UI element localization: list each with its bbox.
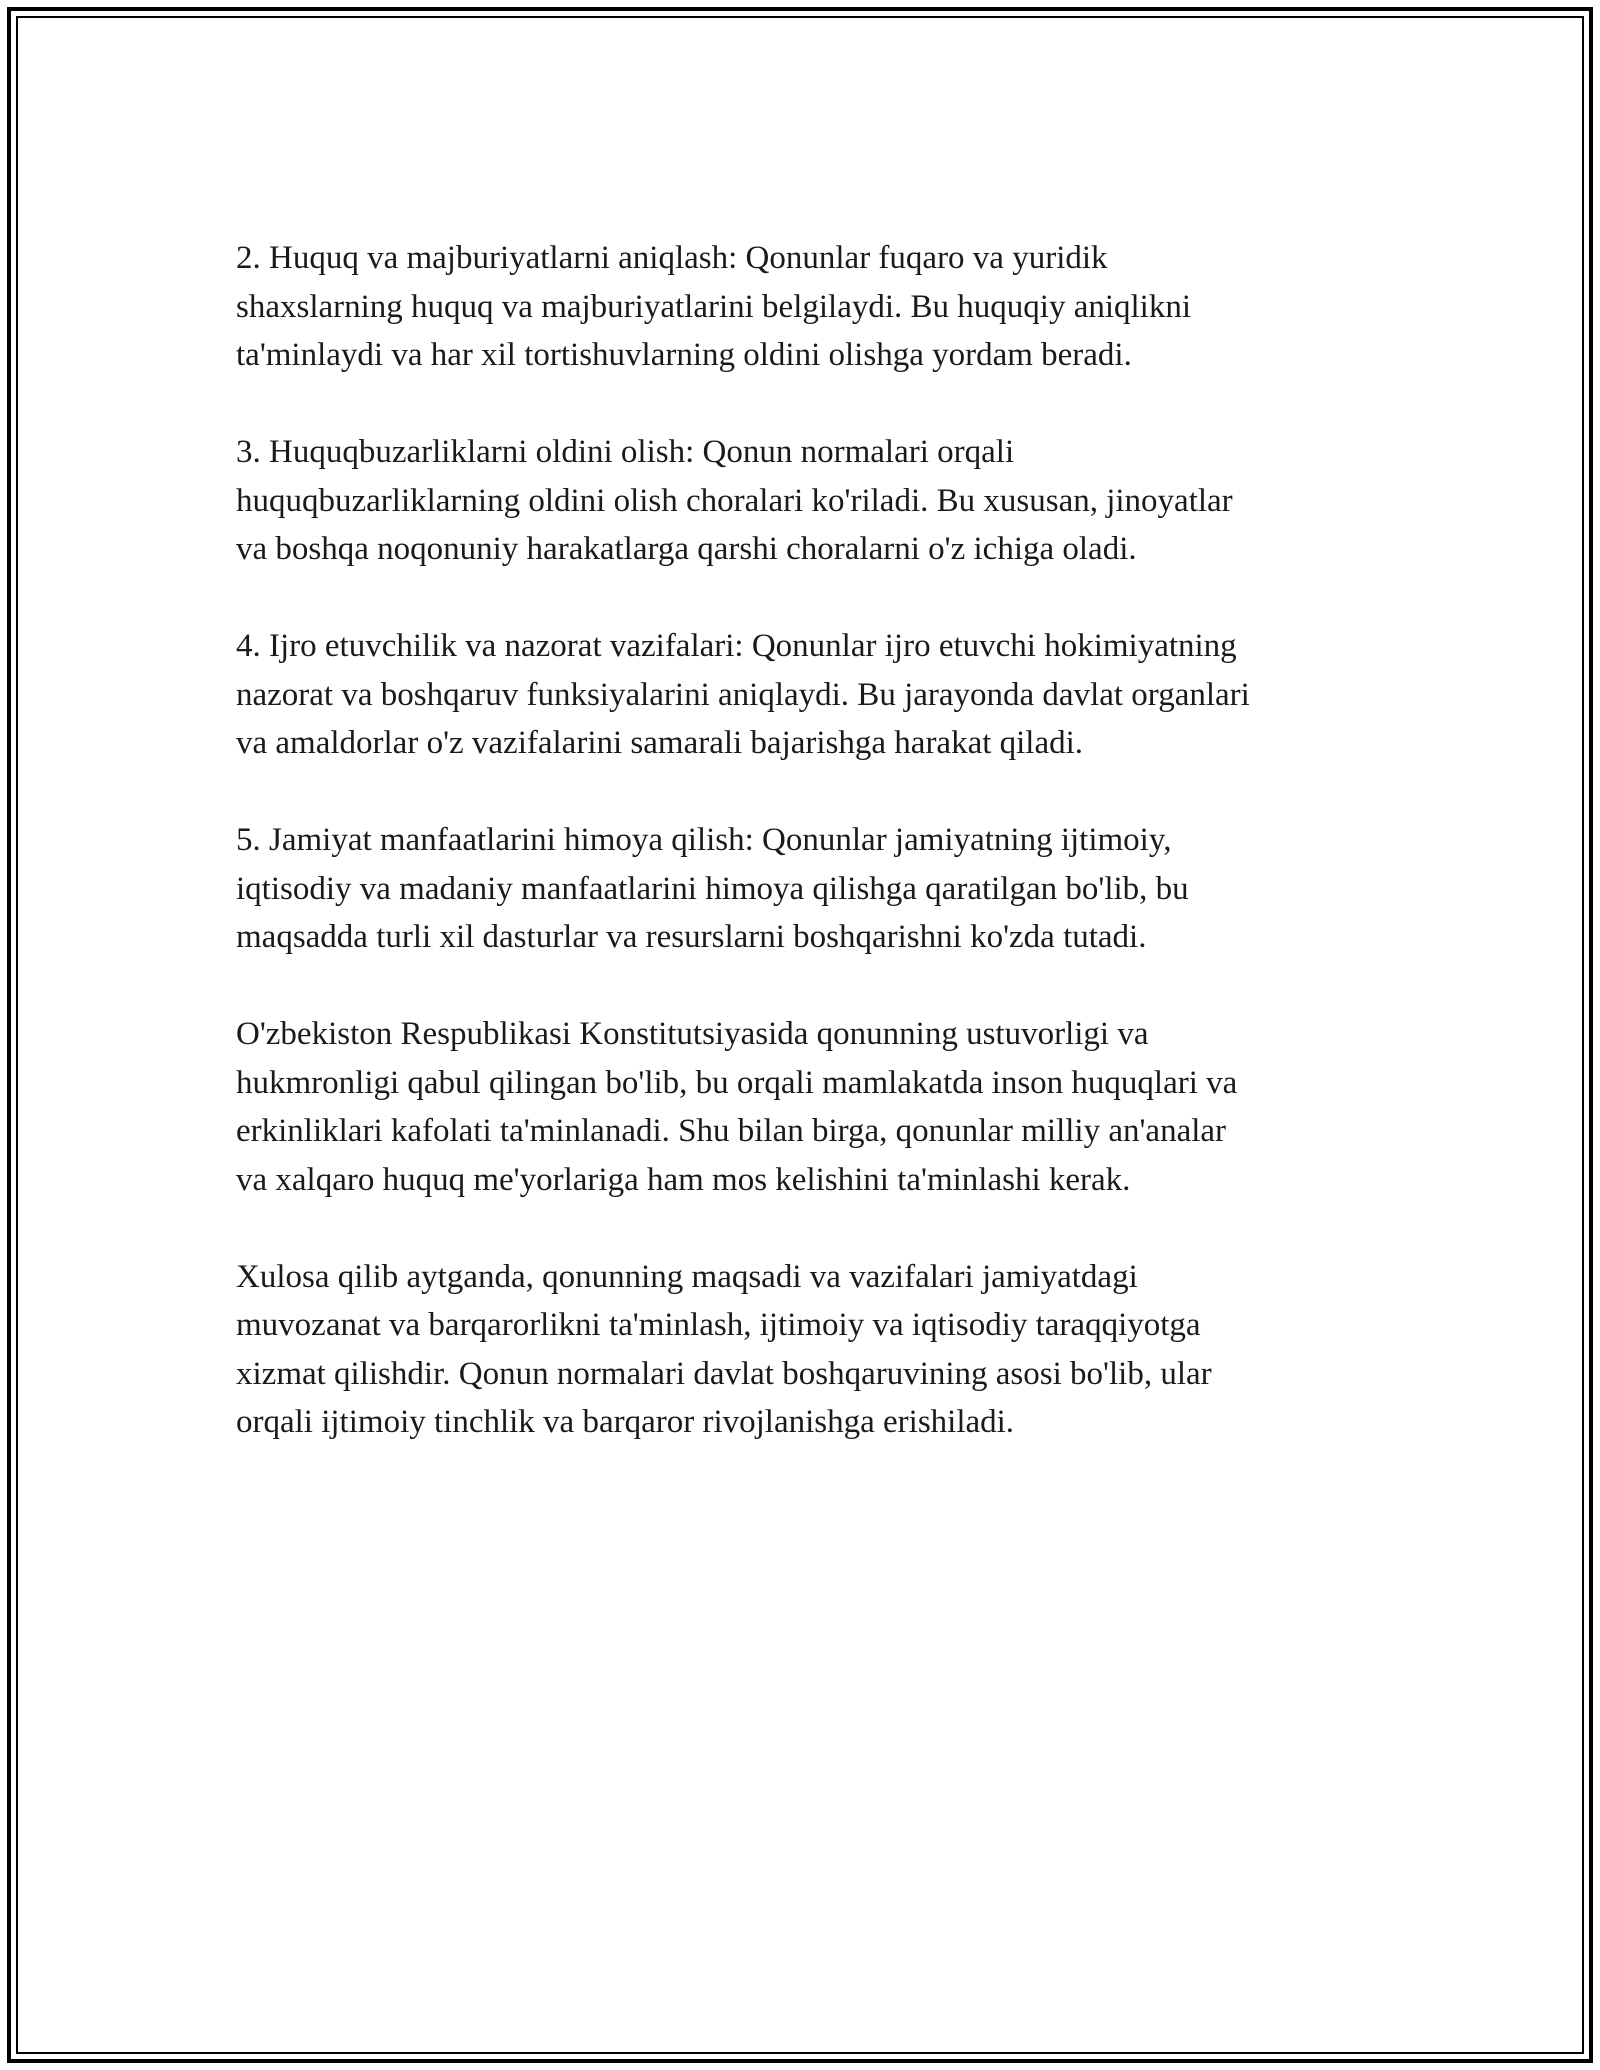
document-body	[236, 234, 1416, 1495]
paragraph-public-interest: 5. Jamiyat manfaatlarini himoya qilish: Qonunlar jamiyatning ijtimoiy, iqtisodiy va madaniy manfaatlarini himoya qilishga qaratilgan bo'lib, bu maqsadda turli xil dasturlar va resurslarni boshqarishni ko'zda tutadi.	[236, 822, 1189, 955]
paragraph-conclusion: Xulosa qilib aytganda, qonunning maqsadi va vazifalari jamiyatdagi muvozanat va barqarorlikni ta'minlash, ijtimoiy va iqtisodiy taraqqiyotga xizmat qilishdir. Qonun normalari davlat boshqaruvining asosi bo'lib, ular orqali ijtimoiy tinchlik va barqaror rivojlanishga erishiladi.	[236, 1258, 1212, 1440]
paragraph-law-rights-obligations: 2. Huquq va majburiyatlarni aniqlash: Qonunlar fuqaro va yuridik shaxslarning huquq va majburiyatlarini belgilaydi. Bu huquqiy aniqlikni ta'minlaydi va har xil tortishuvlarning oldini olishga yordam beradi.	[236, 240, 1192, 373]
paragraph-executive-oversight: 4. Ijro etuvchilik va nazorat vazifalari: Qonunlar ijro etuvchi hokimiyatning nazorat va boshqaruv funksiyalarini aniqlaydi. Bu jarayonda davlat organlari va amaldorlar o'z vazifalarini samarali bajarishga harakat qiladi.	[236, 628, 1250, 761]
paragraph-constitution: O'zbekiston Respublikasi Konstitutsiyasida qonunning ustuvorligi va hukmronligi qabul qilingan bo'lib, bu orqali mamlakatda inson huquqlari va erkinliklari kafolati ta'minlanadi. Shu bilan birga, qonunlar milliy an'analar va xalqaro huquq me'yorlariga ham mos kelishini ta'minlashi kerak.	[236, 1016, 1238, 1198]
paragraph-offense-prevention: 3. Huquqbuzarliklarni oldini olish: Qonun normalari orqali huquqbuzarliklarning oldini olish choralari ko'riladi. Bu xususan, jinoyatlar va boshqa noqonuniy harakatlarga qarshi choralarni o'z ichiga oladi.	[236, 434, 1233, 567]
